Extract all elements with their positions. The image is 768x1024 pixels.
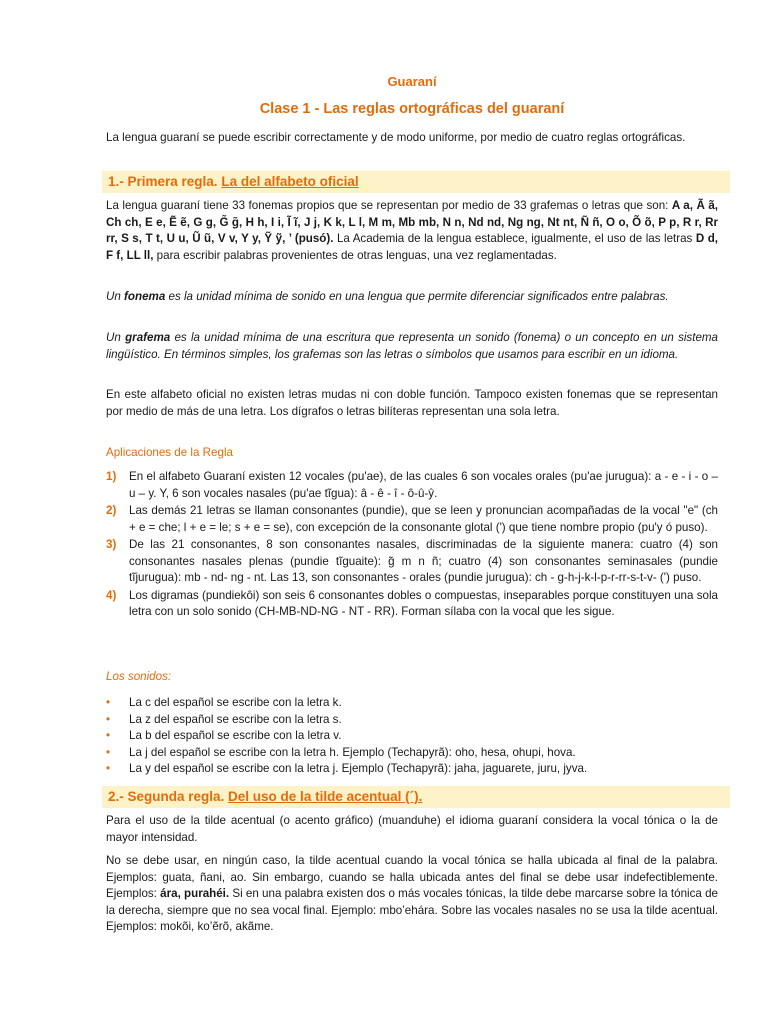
bullet-icon: • — [106, 729, 111, 742]
rule1-prefix: 1.- Primera regla. — [108, 174, 218, 189]
list-text: La j del español se escribe con la letra h. Ejemplo (Techapyrã): oho, hesa, ohupi, hova. — [129, 745, 576, 759]
list-text: La z del español se escribe con la letra s. — [129, 712, 342, 726]
rule1-heading — [102, 171, 730, 193]
list-text: De las 21 consonantes, 8 son consonantes nasales, discriminadas de la siguiente manera: cuatro (4) son consonantes nasales plenas (pundie tĩguaite): g̃ m n ñ; cuatro (4) son consonantes seminasales (pundie tĩjurugua): mb - nd- ng - nt. Las 13, son consonantes - orales (pundie jurugua): ch - g-h-j-k-l-p-r-rr-s-t-v- (') puso. — [129, 538, 718, 584]
rule1-text-c: para escribir palabras provenientes de otras lenguas, una vez reglamentadas. — [153, 248, 557, 262]
bullet-icon: • — [106, 745, 111, 759]
aplicaciones-heading: Aplicaciones de la Regla — [106, 446, 233, 459]
rule2-text-a: No se debe usar, en ningún caso, la tilde acentual cuando la vocal tónica se halla ubicada al final de la palabra. Ejemplos: guata, ñani, ao. Sin embargo, cuando se halla ubicada antes del final se debe usar indefectiblemente. Ejemplos: — [106, 854, 718, 900]
bullet-icon: • — [106, 712, 111, 726]
rule1-text-b: La Academia de la lengua establece, igualmente, el uso de las letras — [333, 232, 696, 245]
bullet-icon: • — [106, 762, 111, 775]
rule2-link[interactable]: Del uso de la tilde acentual (´). — [228, 789, 423, 804]
document-subtitle: Clase 1 - Las reglas ortográficas del guaraní — [259, 101, 565, 117]
grafema-definition — [106, 330, 718, 363]
grafema-text-a: Un — [106, 331, 126, 344]
list-item — [106, 503, 718, 536]
grafema-text-b: es la unidad mínima de una escritura que representa un sonido (fonema) o un concepto en un sistema lingüístico. En términos simples, los grafemas son las letras o símbolos que usamos para escribir en un idioma. — [106, 331, 719, 361]
bullet-icon: • — [106, 696, 111, 709]
rule1-link[interactable]: La del alfabeto oficial — [221, 174, 359, 189]
foreign-letters: D d, F f, LL ll, — [106, 232, 718, 262]
list-item — [106, 695, 718, 712]
rule2-text-c: Si en una palabra existen dos o más vocales tónicas, la tilde debe marcarse sobre la tónica de la derecha, siempre que no sea vocal final. Ejemplo: mbo’ehára. Sobre las vocales nasales no se usa la tilde acentual. Ejemplos: mokõi, ko’ẽrõ, akãme. — [106, 887, 718, 933]
fonema-word: fonema — [124, 290, 166, 303]
list-item — [106, 761, 718, 778]
list-item — [106, 537, 718, 587]
document-title: Guaraní — [387, 74, 437, 89]
list-item — [106, 588, 718, 621]
list-item — [106, 469, 718, 502]
list-text: La c del español se escribe con la letra k. — [129, 696, 342, 709]
list-item — [106, 728, 718, 745]
list-item — [106, 712, 718, 729]
rule2-heading — [102, 786, 730, 808]
rule2-prefix: 2.- Segunda regla. — [108, 789, 225, 804]
alfabeto-oficial-paragraph: En este alfabeto oficial no existen letras mudas ni con doble función. Tampoco existen fonemas que se representan por medio de más de una letra. Los dígrafos o letras bilíteras representan una sola letra. — [106, 388, 718, 418]
alphabet-letters: A a, Ã ã, Ch ch, E e, Ẽ ẽ, G g, G̃ g̃, H h, I i, Ĩ ĩ, J j, K k, L l, M m, Mb mb, N n, Nd nd, Ng ng, Nt nt, Ñ ñ, O o, Õ õ, P p, R r, Rr rr, S s, T t, U u, Ũ ũ, V v, Y y, Ỹ ỹ, ’ (pusó). — [106, 199, 718, 245]
list-text: La y del español se escribe con la letra j. Ejemplo (Techapyrã): jaha, jaguarete, juru, jyva. — [129, 762, 588, 775]
list-number: 1) — [106, 470, 117, 483]
rule2-paragraph-2 — [106, 853, 718, 936]
grafema-word: grafema — [125, 331, 171, 344]
rules-application-list — [106, 469, 718, 621]
list-text: La b del español se escribe con la letra v. — [129, 729, 342, 742]
list-text: Los digramas (pundiekôi) son seis 6 consonantes dobles o compuestas, inseparables porque constituyen una sola letra con un solo sonido (CH-MB-ND-NG - NT - RR). Forman sílaba con la vocal que les sigue. — [129, 588, 718, 618]
list-text: Las demás 21 letras se llaman consonantes (pundie), que se leen y pronuncian acompañadas de la vocal "e" (ch + e = che; l + e = le; s + e = se), con excepción de la consonante glotal (') que tiene nombre propio (pu'y ó puso). — [129, 504, 718, 534]
sonidos-list — [106, 695, 718, 778]
intro-paragraph: La lengua guaraní se puede escribir correctamente y de modo uniforme, por medio de cuatro reglas ortográficas. — [106, 131, 686, 144]
list-item — [106, 745, 718, 762]
rule1-text-a: La lengua guaraní tiene 33 fonemas propios que se representan por medio de 33 grafemas o letras que son: — [106, 199, 672, 212]
rule2-examples: ára, purahéi. — [160, 887, 230, 900]
rule1-paragraph — [106, 198, 718, 264]
fonema-text-b: es la unidad mínima de sonido en una lengua que permite diferenciar significados entre palabras. — [165, 290, 669, 303]
list-number: 4) — [106, 588, 117, 602]
list-number: 3) — [106, 538, 117, 551]
list-number: 2) — [106, 504, 117, 517]
list-text: En el alfabeto Guaraní existen 12 vocales (pu'ae), de las cuales 6 son vocales orales (pu'ae jurugua): a - e - i - o – u – y. Y, 6 son vocales nasales (pu'ae tĩgua): â - ê - î - ô-û-ŷ. — [129, 470, 718, 500]
fonema-definition — [106, 289, 718, 306]
fonema-text-a: Un — [106, 290, 125, 303]
sonidos-heading: Los sonidos: — [106, 670, 172, 683]
rule2-paragraph-1: Para el uso de la tilde acentual (o acento gráfico) (muanduhe) el idioma guaraní considera la vocal tónica o la de mayor intensidad. — [106, 814, 718, 844]
